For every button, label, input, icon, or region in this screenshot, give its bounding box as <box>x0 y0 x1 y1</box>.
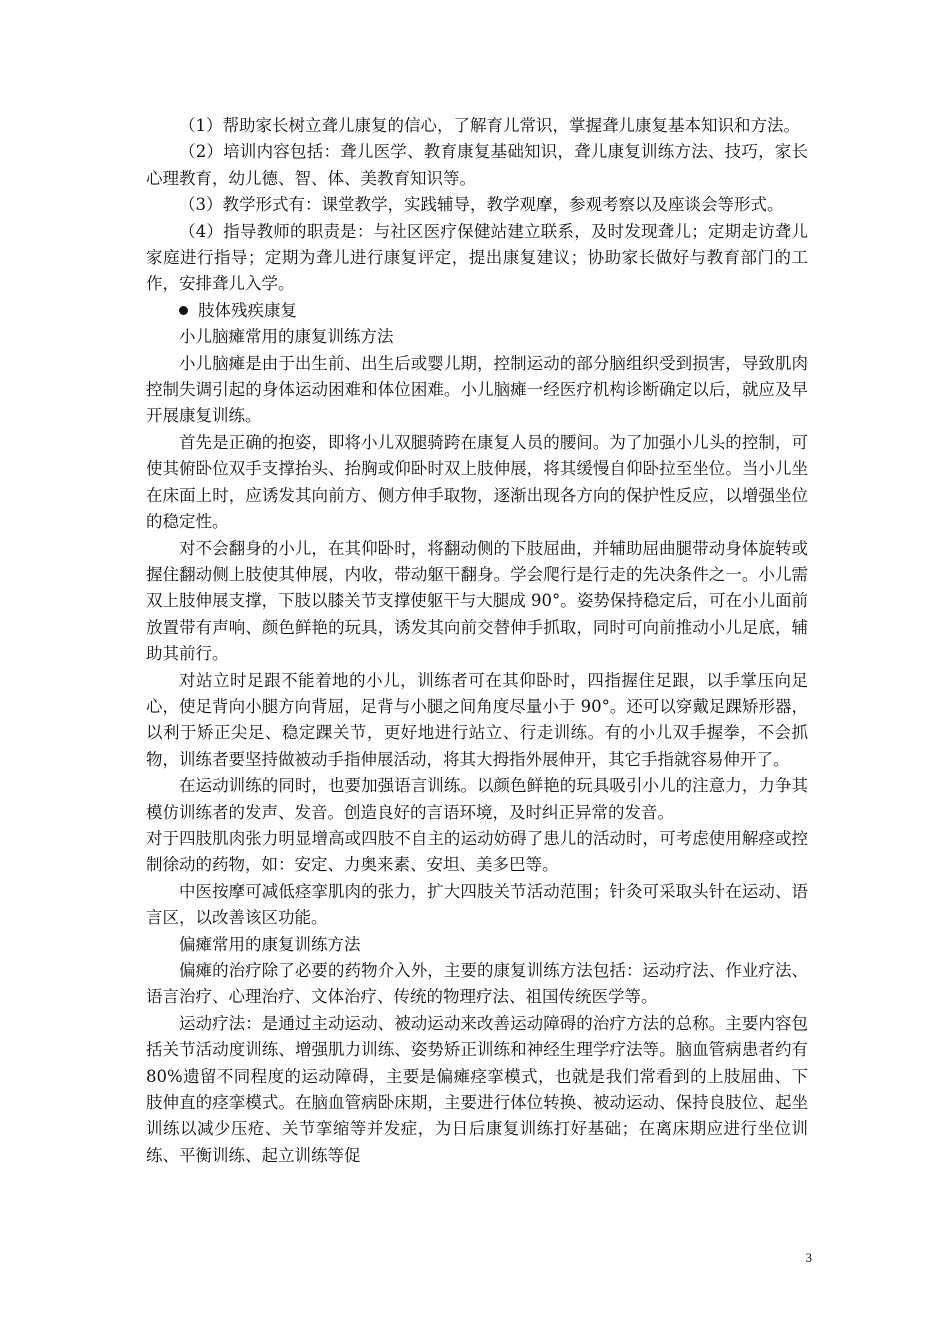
paragraph-teaching-forms: （3）教学形式有：课堂教学，实践辅导，教学观摩，参观考察以及座谈会等形式。 <box>179 195 784 215</box>
paragraph-cp-tcm: 中医按摩可减低痉挛肌肉的张力，扩大四肢关节活动范围；针灸可采取头针在运动、语言区，以改善该区功能。 <box>146 881 808 928</box>
paragraph-cp-holding: 首先是正确的抱姿，即将小儿双腿骑跨在康复人员的腰间。为了加强小儿头的控制，可使其俯卧位双手支撑抬头、抬胸或仰卧时双上肢伸展，将其缓慢自仰卧拉至坐位。当小儿坐在床面上时，应诱发其向前方、侧方伸手取物，逐渐出现各方向的保护性反应，以增强坐位的稳定性。 <box>146 432 808 532</box>
page-body <box>146 113 808 1169</box>
paragraph-cp-language: 在运动训练的同时，也要加强语言训练。以颜色鲜艳的玩具吸引小儿的注意力，力争其模仿训练者的发声、发音。创造良好的言语环境，及时纠正异常的发音。 <box>146 776 808 822</box>
bullet-icon <box>179 306 188 315</box>
paragraph-hemi-exercise-therapy: 运动疗法：是通过主动运动、被动运动来改善运动障碍的治疗方法的总称。主要内容包括关节活动度训练、增强肌力训练、姿势矫正训练和神经生理学疗法等。脑血管病患者约有 80%遗留不同程度的运动障碍，主要是偏瘫痉挛模式，也就是我们常看到的上肢屈曲、下肢伸直的痉挛模式。在脑血管病卧床期，主要进行体位转换、被动运动、保持良肢位、起坐训练以减少压疮、关节挛缩等并发症，为日后康复训练打好基础；在离床期应进行坐位训练、平衡训练、起立训练等促 <box>146 1013 808 1165</box>
paragraph-teacher-duties: （4）指导教师的职责是：与社区医疗保健站建立联系，及时发现聋儿；定期走访聋儿家庭进行指导；定期为聋儿进行康复评定，提出康复建议；协助家长做好与教育部门的工作，安排聋儿入学。 <box>146 221 808 294</box>
paragraph-parent-goal: （1）帮助家长树立聋儿康复的信心，了解育儿常识，掌握聋儿康复基本知识和方法。 <box>179 116 800 135</box>
page-number: 3 <box>805 1250 812 1265</box>
section-heading-text: 肢体残疾康复 <box>198 300 297 320</box>
subheading-cerebral-palsy: 小儿脑瘫常用的康复训练方法 <box>179 327 394 347</box>
paragraph-cp-rolling: 对不会翻身的小儿，在其仰卧时，将翻动侧的下肢屈曲，并辅助屈曲腿带动身体旋转或握住翻动侧上肢使其伸展，内收，带动躯干翻身。学会爬行是行走的先决条件之一。小儿需双上肢伸展支撑，下肢以膝关节支撑使躯干与大腿成 90°。姿势保持稳定后，可在小儿面前放置带有声响、颜色鲜艳的玩具，诱发其向前交替伸手抓取，同时可向前推动小儿足底，辅助其前行。 <box>146 538 808 664</box>
paragraph-training-content: （2）培训内容包括：聋儿医学、教育康复基础知识，聋儿康复训练方法、技巧，家长心理教育，幼儿德、智、体、美教育知识等。 <box>146 142 808 188</box>
paragraph-cp-medication: 对于四肢肌肉张力明显增高或四肢不自主的运动妨碍了患儿的活动时，可考虑使用解痉或控制徐动的药物，如：安定、力奥来素、安坦、美多巴等。 <box>146 828 808 875</box>
paragraph-cp-standing: 对站立时足跟不能着地的小儿，训练者可在其仰卧时，四指握住足跟，以手掌压向足心，使足背向小腿方向背屈，足背与小腿之间角度尽量小于 90°。还可以穿戴足踝矫形器，以利于矫正尖足、稳定踝关节，更好地进行站立、行走训练。有的小儿双手握拳，不会抓物，训练者要坚持做被动手指伸展活动，将其大拇指外展伸开，其它手指就容易伸开了。 <box>146 670 808 769</box>
section-heading-physical-disability <box>146 298 808 324</box>
paragraph-cp-definition: 小儿脑瘫是由于出生前、出生后或婴儿期，控制运动的部分脑组织受到损害，导致肌肉控制失调引起的身体运动困难和体位困难。小儿脑瘫一经医疗机构诊断确定以后，就应及早开展康复训练。 <box>146 353 808 426</box>
paragraph-hemi-methods: 偏瘫的治疗除了必要的药物介入外，主要的康复训练方法包括：运动疗法、作业疗法、语言治疗、心理治疗、文体治疗、传统的物理疗法、祖国传统医学等。 <box>146 961 808 1007</box>
subheading-hemiplegia: 偏瘫常用的康复训练方法 <box>179 934 361 954</box>
